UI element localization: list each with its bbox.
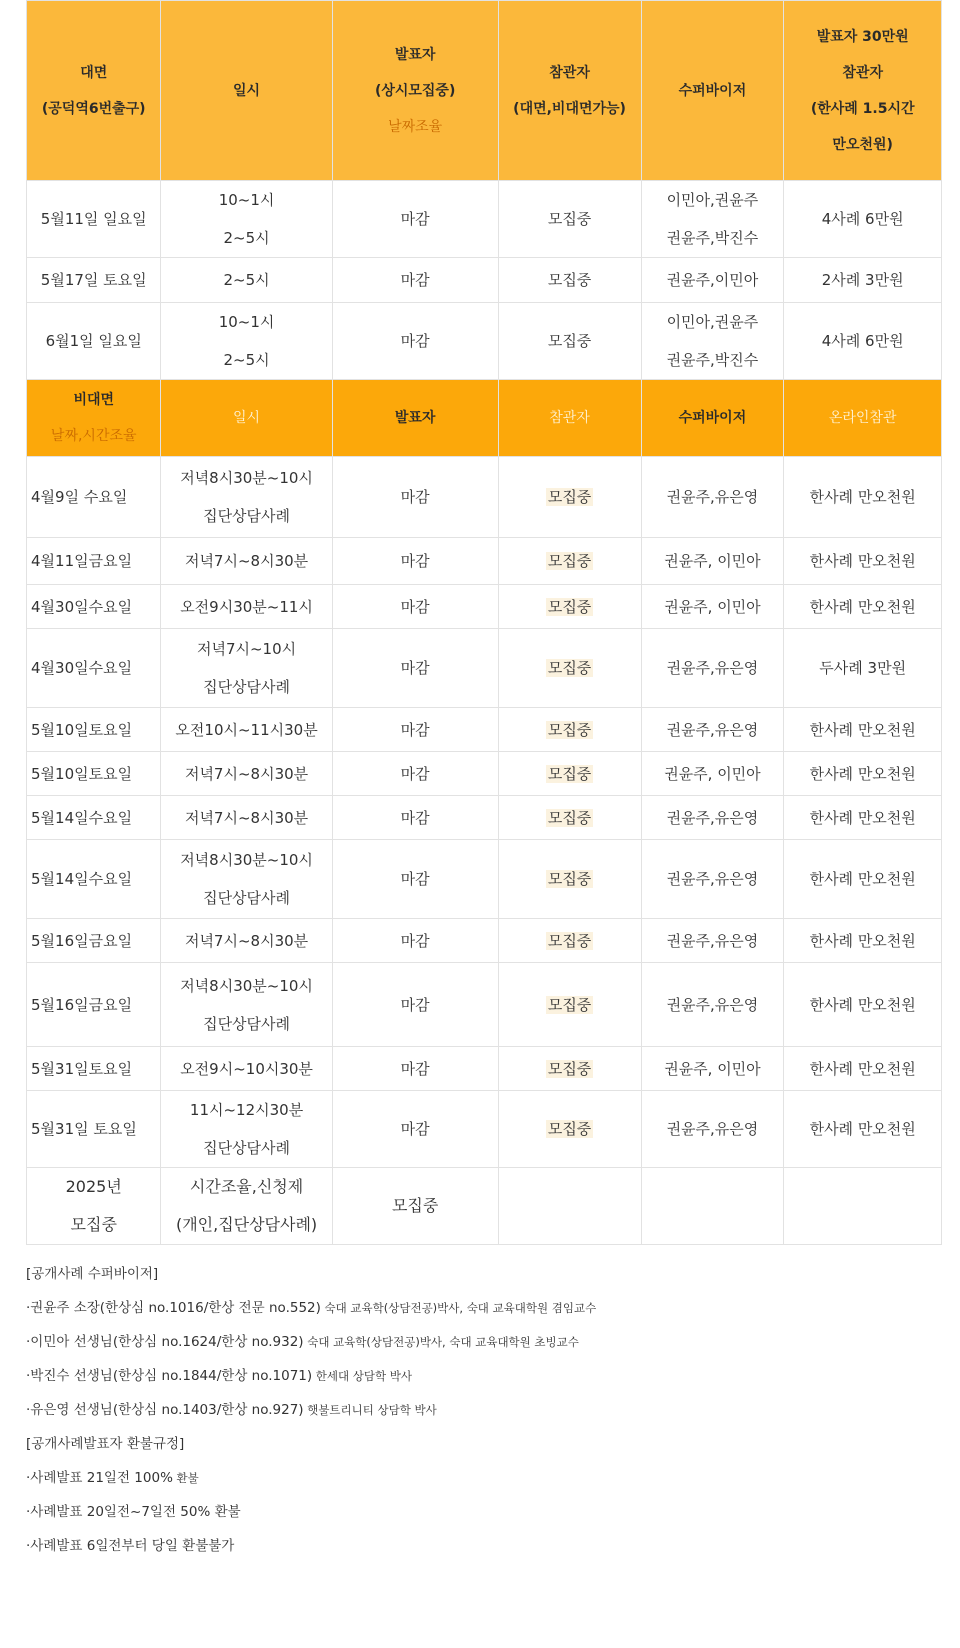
offline-header-datetime: 일시	[161, 1, 332, 181]
online-header-fee: 온라인참관	[784, 380, 942, 457]
supervisor-name: ·유은영 선생님(한상심 no.1403/한상 no.927)	[26, 1402, 304, 1418]
row-supervisor: 권윤주,유은영	[641, 919, 784, 963]
online-header-venue: 비대면 날짜,시간조율	[27, 380, 161, 457]
row-observer-status: 모집중	[498, 1091, 641, 1168]
row-observer-status: 모집중	[498, 585, 641, 629]
online-header-row	[27, 380, 942, 457]
offline-header-presenter-note: 날짜조율	[388, 118, 443, 135]
online-row	[27, 1047, 942, 1091]
supervisor-list	[26, 1291, 942, 1427]
row-supervisor: 권윤주, 이민아	[641, 1047, 784, 1091]
row-supervisor: 권윤주, 이민아	[641, 585, 784, 629]
offline-rows	[27, 181, 942, 380]
row-time: 저녁8시30분~10시 집단상담사례	[161, 457, 332, 538]
refund-item	[26, 1495, 942, 1529]
row-time: 11시~12시30분 집단상담사례	[161, 1091, 332, 1168]
row-observer-status: 모집중	[498, 963, 641, 1047]
online-header-supervisor: 수퍼바이저	[641, 380, 784, 457]
row-supervisor: 권윤주,유은영	[641, 963, 784, 1047]
supervisor-desc: 숙대 교육학(상담전공)박사, 숙대 교육대학원 초빙교수	[303, 1335, 579, 1349]
row-supervisor: 권윤주,이민아	[641, 258, 784, 303]
row-supervisor: 권윤주, 이민아	[641, 752, 784, 796]
refund-text: ·사례발표 6일전부터 당일 환불불가	[26, 1538, 235, 1554]
row-observer-status: 모집중	[498, 629, 641, 708]
row-presenter-status: 마감	[332, 919, 498, 963]
year-row	[27, 1168, 942, 1245]
row-fee: 한사례 만오천원	[784, 1091, 942, 1168]
row-presenter-status: 마감	[332, 840, 498, 919]
row-date: 5월16일금요일	[27, 919, 161, 963]
row-fee: 두사례 3만원	[784, 629, 942, 708]
supervisor-desc: 한세대 상담학 박사	[312, 1369, 412, 1383]
online-row	[27, 840, 942, 919]
row-time: 저녁8시30분~10시 집단상담사례	[161, 840, 332, 919]
row-presenter-status: 마감	[332, 708, 498, 752]
online-row	[27, 538, 942, 585]
year-row-time: 시간조율,신청제 (개인,집단상담사례)	[161, 1168, 332, 1245]
row-fee: 한사례 만오천원	[784, 919, 942, 963]
row-time: 2~5시	[161, 258, 332, 303]
row-time: 오전9시~10시30분	[161, 1047, 332, 1091]
supervisor-item	[26, 1325, 942, 1359]
online-rows	[27, 457, 942, 1168]
offline-row	[27, 303, 942, 380]
row-observer-status: 모집중	[498, 538, 641, 585]
online-row	[27, 629, 942, 708]
refund-title: [공개사례발표자 환불규정]	[26, 1436, 185, 1452]
row-observer-status: 모집중	[498, 708, 641, 752]
row-presenter-status: 마감	[332, 258, 498, 303]
row-fee: 한사례 만오천원	[784, 963, 942, 1047]
row-fee: 한사례 만오천원	[784, 457, 942, 538]
offline-header-presenter: 발표자 (상시모집중) 날짜조율	[332, 1, 498, 181]
row-fee: 한사례 만오천원	[784, 796, 942, 840]
offline-header-row	[27, 1, 942, 181]
online-row	[27, 457, 942, 538]
schedule-page	[26, 0, 942, 1563]
row-presenter-status: 마감	[332, 796, 498, 840]
supervisor-item	[26, 1359, 942, 1393]
online-header-datetime: 일시	[161, 380, 332, 457]
offline-header-observer: 참관자 (대면,비대면가능)	[498, 1, 641, 181]
year-row-empty	[498, 1168, 641, 1245]
row-fee: 4사례 6만원	[784, 181, 942, 258]
row-presenter-status: 마감	[332, 963, 498, 1047]
row-observer-status: 모집중	[498, 1047, 641, 1091]
row-date: 4월30일수요일	[27, 629, 161, 708]
row-observer-status: 모집중	[498, 796, 641, 840]
refund-text: ·사례발표 21일전 100%	[26, 1470, 173, 1486]
row-date: 5월14일수요일	[27, 840, 161, 919]
row-date: 6월1일 일요일	[27, 303, 161, 380]
row-date: 5월31일토요일	[27, 1047, 161, 1091]
row-supervisor: 권윤주,유은영	[641, 457, 784, 538]
row-presenter-status: 마감	[332, 1091, 498, 1168]
offline-header-fee: 발표자 30만원 참관자 (한사례 1.5시간 만오천원)	[784, 1, 942, 181]
online-row	[27, 708, 942, 752]
supervisor-desc: 숙대 교육학(상담전공)박사, 숙대 교육대학원 겸임교수	[320, 1301, 597, 1315]
row-fee: 한사례 만오천원	[784, 538, 942, 585]
row-fee: 한사례 만오천원	[784, 752, 942, 796]
row-observer-status: 모집중	[498, 457, 641, 538]
online-row	[27, 796, 942, 840]
row-time: 오전10시~11시30분	[161, 708, 332, 752]
row-presenter-status: 마감	[332, 752, 498, 796]
row-observer-status: 모집중	[498, 752, 641, 796]
row-supervisor: 권윤주,유은영	[641, 708, 784, 752]
row-presenter-status: 마감	[332, 538, 498, 585]
row-time: 저녁7시~8시30분	[161, 796, 332, 840]
row-date: 5월14일수요일	[27, 796, 161, 840]
online-row	[27, 752, 942, 796]
row-observer-status: 모집중	[498, 840, 641, 919]
row-time: 10~1시 2~5시	[161, 181, 332, 258]
row-fee: 한사례 만오천원	[784, 840, 942, 919]
refund-item	[26, 1461, 942, 1495]
supervisor-item	[26, 1393, 942, 1427]
row-observer-status: 모집중	[498, 303, 641, 380]
notes-section	[26, 1257, 942, 1563]
row-time: 저녁7시~8시30분	[161, 919, 332, 963]
supervisor-name: ·이민아 선생님(한상심 no.1624/한상 no.932)	[26, 1334, 304, 1350]
row-observer-status: 모집중	[498, 919, 641, 963]
row-observer-status: 모집중	[498, 181, 641, 258]
supervisor-title: [공개사례 수퍼바이저]	[26, 1266, 159, 1282]
row-fee: 한사례 만오천원	[784, 708, 942, 752]
supervisor-name: ·권윤주 소장(한상심 no.1016/한상 전문 no.552)	[26, 1300, 321, 1316]
offline-row	[27, 258, 942, 303]
row-supervisor: 권윤주,유은영	[641, 629, 784, 708]
row-date: 5월31일 토요일	[27, 1091, 161, 1168]
row-date: 5월16일금요일	[27, 963, 161, 1047]
row-observer-status: 모집중	[498, 258, 641, 303]
row-date: 5월10일토요일	[27, 708, 161, 752]
row-supervisor: 이민아,권윤주 권윤주,박진수	[641, 181, 784, 258]
year-row-empty	[784, 1168, 942, 1245]
row-supervisor: 이민아,권윤주 권윤주,박진수	[641, 303, 784, 380]
row-fee: 한사례 만오천원	[784, 585, 942, 629]
row-date: 5월10일토요일	[27, 752, 161, 796]
online-header-observer: 참관자	[498, 380, 641, 457]
refund-item	[26, 1529, 942, 1563]
row-supervisor: 권윤주, 이민아	[641, 538, 784, 585]
offline-row	[27, 181, 942, 258]
row-time: 오전9시30분~11시	[161, 585, 332, 629]
schedule-table	[26, 0, 942, 1245]
supervisor-item	[26, 1291, 942, 1325]
online-header-presenter: 발표자	[332, 380, 498, 457]
year-row-empty	[641, 1168, 784, 1245]
online-row	[27, 963, 942, 1047]
row-fee: 2사례 3만원	[784, 258, 942, 303]
row-time: 10~1시 2~5시	[161, 303, 332, 380]
refund-text: ·사례발표 20일전~7일전 50% 환불	[26, 1504, 241, 1520]
offline-header-venue: 대면 (공덕역6번출구)	[27, 1, 161, 181]
online-row	[27, 919, 942, 963]
refund-list	[26, 1461, 942, 1563]
offline-header-supervisor: 수퍼바이저	[641, 1, 784, 181]
row-date: 5월17일 토요일	[27, 258, 161, 303]
year-row-status: 모집중	[332, 1168, 498, 1245]
row-time: 저녁7시~10시 집단상담사례	[161, 629, 332, 708]
row-time: 저녁7시~8시30분	[161, 538, 332, 585]
row-supervisor: 권윤주,유은영	[641, 840, 784, 919]
online-row	[27, 585, 942, 629]
online-row	[27, 1091, 942, 1168]
online-header-venue-note: 날짜,시간조율	[50, 428, 137, 444]
row-date: 4월11일금요일	[27, 538, 161, 585]
row-fee: 4사례 6만원	[784, 303, 942, 380]
row-date: 4월30일수요일	[27, 585, 161, 629]
row-presenter-status: 마감	[332, 303, 498, 380]
supervisor-desc: 햇불트리니티 상담학 박사	[303, 1403, 437, 1417]
row-presenter-status: 마감	[332, 629, 498, 708]
refund-text-suffix: 환불	[172, 1471, 199, 1485]
row-presenter-status: 마감	[332, 585, 498, 629]
year-row-label: 2025년 모집중	[27, 1168, 161, 1245]
row-date: 4월9일 수요일	[27, 457, 161, 538]
row-presenter-status: 마감	[332, 1047, 498, 1091]
row-time: 저녁8시30분~10시 집단상담사례	[161, 963, 332, 1047]
row-fee: 한사례 만오천원	[784, 1047, 942, 1091]
supervisor-name: ·박진수 선생님(한상심 no.1844/한상 no.1071)	[26, 1368, 313, 1384]
row-supervisor: 권윤주,유은영	[641, 796, 784, 840]
row-presenter-status: 마감	[332, 457, 498, 538]
row-presenter-status: 마감	[332, 181, 498, 258]
row-date: 5월11일 일요일	[27, 181, 161, 258]
row-supervisor: 권윤주,유은영	[641, 1091, 784, 1168]
row-time: 저녁7시~8시30분	[161, 752, 332, 796]
